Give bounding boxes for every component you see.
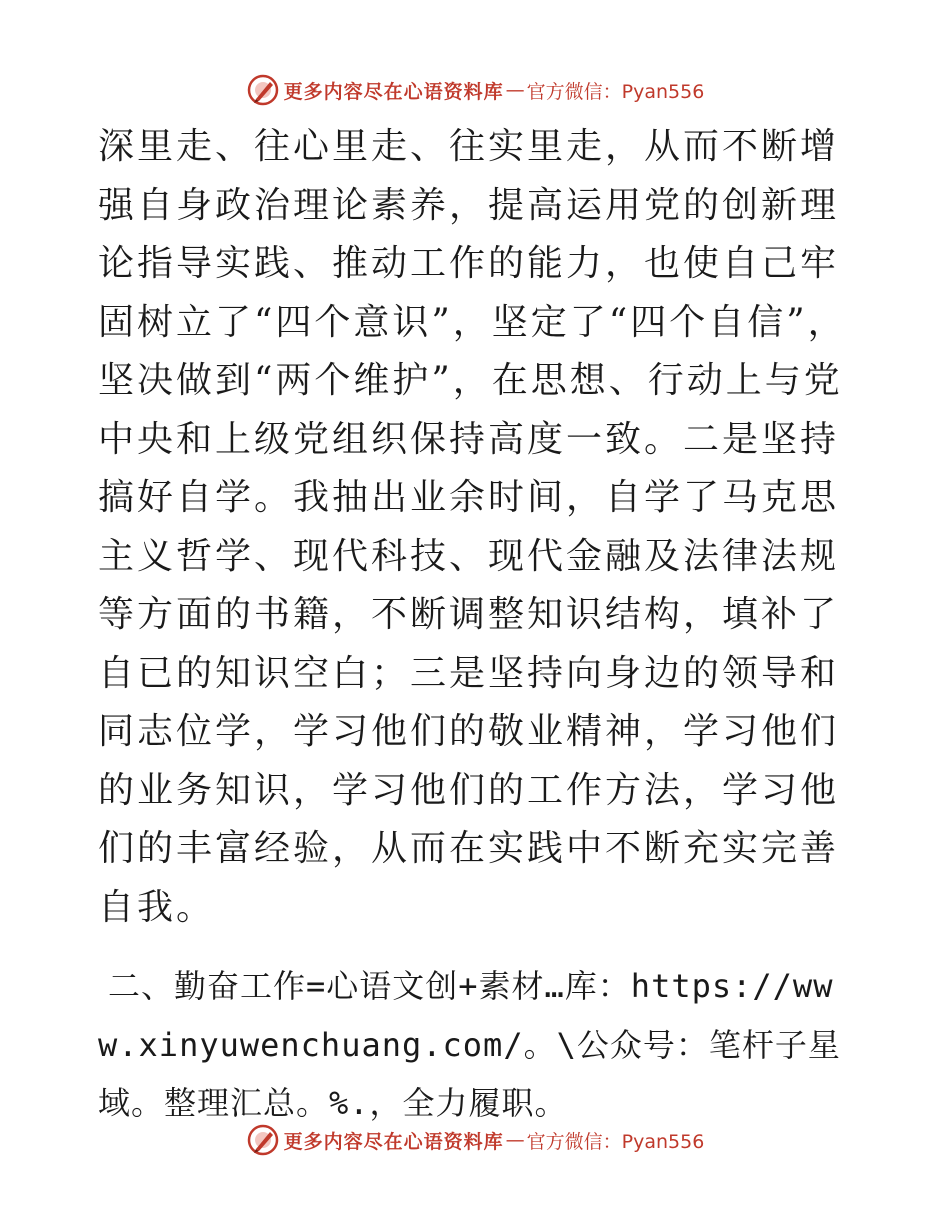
pen-nib-logo-icon xyxy=(246,1123,280,1157)
header-wechat-text: 官方微信：Pyan556 xyxy=(526,80,705,103)
footer-site-text: 更多内容尽在心语资料库 xyxy=(283,1130,504,1153)
header-separator: — xyxy=(505,79,525,101)
footer-wechat-text: 官方微信：Pyan556 xyxy=(526,1130,705,1153)
footer-separator: — xyxy=(505,1129,525,1151)
footer-banner xyxy=(0,1120,950,1160)
body-paragraph: 二、勤奋工作=心语文创+素材…库：https://www.xinyuwenchuang.com/。\公众号：笔杆子星域。整理汇总。%.，全力履职。 xyxy=(98,967,841,1122)
pen-nib-logo-icon xyxy=(246,73,280,107)
document-body xyxy=(98,118,858,1133)
body-paragraph: 深里走、往心里走、往实里走，从而不断增强自身政治理论素养，提高运用党的创新理论指导实践、推动工作的能力，也使自己牢固树立了“四个意识”，坚定了“四个自信”，坚决做到“两个维护”，在思想、行动上与党中央和上级党组织保持高度一致。二是坚持搞好自学。我抽出业余时间，自学了马克思主义哲学、现代科技、现代金融及法律法规等方面的书籍，不断调整知识结构，填补了自已的知识空白；三是坚持向身边的领导和同志位学，学习他们的敬业精神，学习他们的业务知识，学习他们的工作方法，学习他们的丰富经验，从而在实践中不断充实完善自我。 xyxy=(98,126,847,928)
header-banner xyxy=(0,70,950,110)
header-site-text: 更多内容尽在心语资料库 xyxy=(283,80,504,103)
